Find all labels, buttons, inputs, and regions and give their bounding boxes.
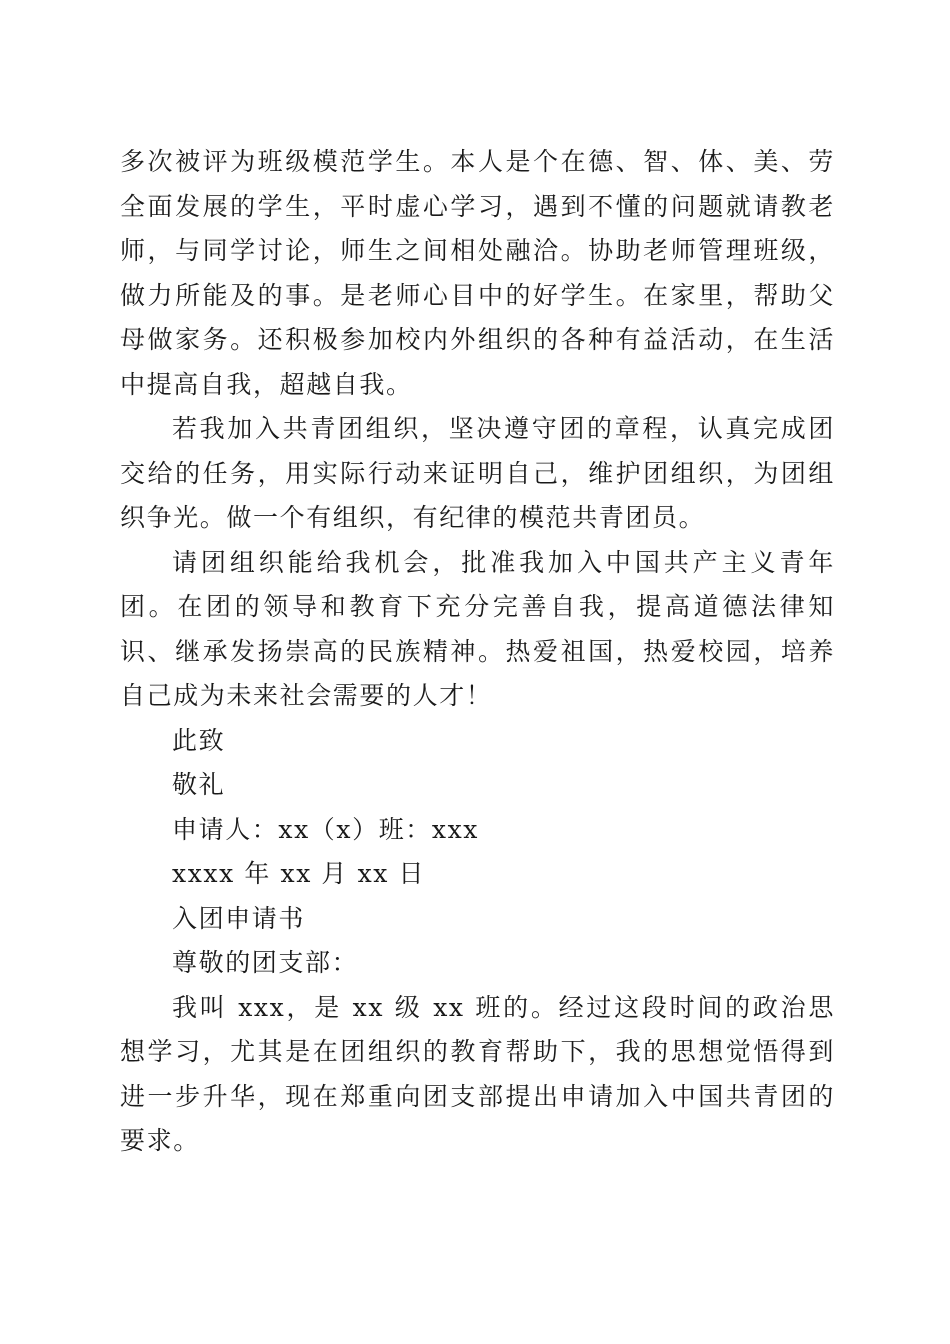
paragraph-achievements: 多次被评为班级模范学生。本人是个在德、智、体、美、劳全面发展的学生，平时虚心学习，遇到不懂的问题就请教老师，与同学讨论，师生之间相处融洽。协助老师管理班级，做力所能及的事。是老师心目中的好学生。在家里，帮助父母做家务。还积极参加校内外组织的各种有益活动，在生活中提高自我，超越自我。 <box>120 147 835 399</box>
second-letter-opening: 我叫 xxx，是 xx 级 xx 班的。经过这段时间的政治思想学习，尤其是在团组织的教育帮助下，我的思想觉悟得到进一步升华，现在郑重向团支部提出申请加入中国共青团的要求。 <box>120 992 835 1155</box>
date-line: xxxx 年 xx 月 xx 日 <box>172 859 426 888</box>
closing-salute: 敬礼 <box>172 770 226 799</box>
document-body <box>120 140 835 1164</box>
closing-greeting: 此致 <box>172 725 226 755</box>
second-letter-salutation: 尊敬的团支部： <box>172 948 359 977</box>
paragraph-commitment: 若我加入共青团组织，坚决遵守团的章程，认真完成团交给的任务，用实际行动来证明自己，维护团组织，为团组织争光。做一个有组织，有纪律的模范共青团员。 <box>120 414 835 532</box>
second-letter-title: 入团申请书 <box>172 903 306 933</box>
applicant-line: 申请人：xx（x）班：xxx <box>172 814 479 844</box>
paragraph-request: 请团组织能给我机会，批准我加入中国共产主义青年团。在团的领导和教育下充分完善自我，提高道德法律知识、继承发扬崇高的民族精神。热爱祖国，热爱校园，培养自己成为未来社会需要的人才！ <box>120 547 835 710</box>
